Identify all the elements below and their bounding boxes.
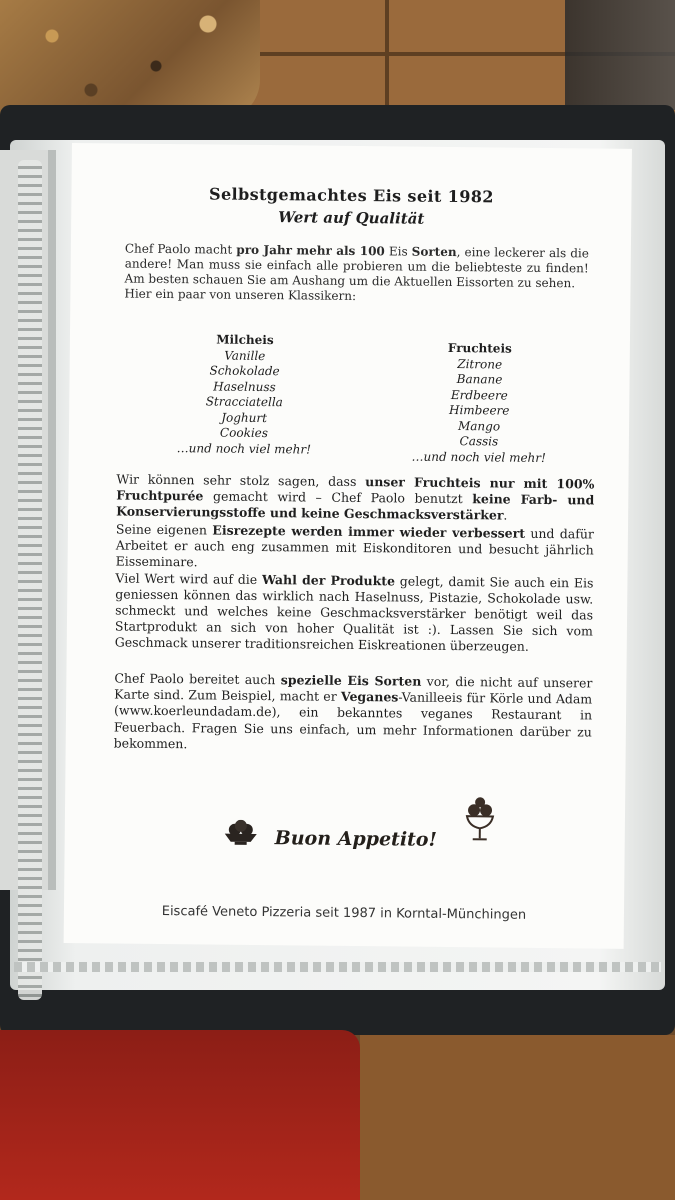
para-text: gemacht wird – Chef Paolo benutzt xyxy=(203,488,473,507)
flavor-item: Mango xyxy=(457,418,501,433)
fruchteis-paragraph xyxy=(116,471,594,525)
flavor-item: Vanille xyxy=(224,348,266,363)
intro-text: , eine leckerer als die andere! Man muss sie einfach alle probieren um die beliebteste zu finden! Am besten schauen Sie am Aushang um die Aktuellen Eissorten zu sehen. xyxy=(124,245,589,291)
fruchteis-heading: Fruchteis xyxy=(447,340,512,356)
table-surface xyxy=(360,1035,675,1200)
para-bold: spezielle Eis Sorten xyxy=(280,672,422,689)
intro-bold: pro Jahr mehr als 100 xyxy=(236,242,385,259)
granite-countertop xyxy=(0,0,260,120)
para-text: gelegt, damit Sie auch ein Eis geniessen können das wirklich nach Haselnuss, Pistazie, Schokolade usw. schmeckt und welches keine Geschmacksverstärker benötigt weil das Startprodukt an sich von hoher Qualität ist :). Lassen Sie sich vom Geschmack unserer traditionsreichen Eiskreationen überzeugen. xyxy=(114,573,594,655)
spezielle-paragraph xyxy=(114,670,593,756)
intro-text: Chef Paolo macht xyxy=(124,241,237,257)
binder-rings xyxy=(18,160,42,1000)
flavor-item: Zitrone xyxy=(457,356,503,372)
buon-appetito: Buon Appetito! xyxy=(274,827,438,851)
intro-paragraph xyxy=(124,242,589,307)
rezepte-paragraph xyxy=(115,521,594,656)
para-text: Chef Paolo bereitet auch xyxy=(114,670,281,688)
para-bold: Eisrezepte werden immer wieder verbessert xyxy=(212,522,526,541)
para-text: Seine eigenen xyxy=(115,521,213,538)
para-text: vor, die nicht auf unserer Karte sind. Zum Beispiel, macht er xyxy=(114,673,593,705)
chair-back xyxy=(565,0,675,110)
flavor-more: …und noch viel mehr! xyxy=(176,440,312,457)
flavor-item: Stracciatella xyxy=(205,394,283,410)
para-bold: Wahl der Produkte xyxy=(261,571,396,589)
milcheis-list xyxy=(169,332,320,458)
menu-card xyxy=(64,143,632,949)
flavor-item: Joghurt xyxy=(221,410,268,425)
milcheis-heading: Milcheis xyxy=(216,332,274,348)
menu-title: Selbstgemachtes Eis seit 1982 xyxy=(208,184,494,207)
para-bold: keine Farb- und Konservierungsstoffe und keine Geschmacksverstärker xyxy=(116,491,595,523)
menu-footer: Eiscafé Veneto Pizzeria seit 1987 in Korntal-Münchingen xyxy=(161,903,527,923)
para-text: -Vanilleeis für Körle und Adam (www.koerleundadam.de), ein bekanntes veganes Restaurant in Feuerbach. Fragen Sie uns einfach, um mehr Informationen darüber zu bekommen. xyxy=(113,689,593,752)
ice-cream-bowl-icon xyxy=(223,820,259,846)
fruchteis-list xyxy=(404,340,555,466)
flavor-item: Himbeere xyxy=(448,402,510,418)
para-text: Viel Wert wird auf die xyxy=(115,570,263,587)
para-text: und dafür Arbeitet er auch eng zusammen mit Eiskonditoren und besucht jährlich Eisseminare. xyxy=(115,525,595,570)
flavor-item: Schokolade xyxy=(209,363,280,379)
red-cushion xyxy=(0,1030,360,1200)
para-text: Wir können sehr stolz sagen, dass xyxy=(116,471,366,490)
para-bold: Veganes xyxy=(340,689,399,705)
flavor-more: …und noch viel mehr! xyxy=(411,449,546,465)
intro-bold: Sorten xyxy=(411,244,457,260)
intro-text: Eis xyxy=(384,244,412,259)
flavor-item: Cookies xyxy=(219,425,269,441)
sleeve-seam xyxy=(14,962,661,972)
intro-text: Hier ein paar von unseren Klassikern: xyxy=(124,286,357,303)
flavor-item: Haselnuss xyxy=(213,378,276,394)
flavor-item: Cassis xyxy=(459,434,499,449)
ice-cream-sundae-icon xyxy=(465,794,496,844)
para-bold: unser Fruchteis nur mit 100% Fruchtpurée xyxy=(116,474,595,504)
para-text: . xyxy=(503,507,508,523)
flavor-item: Banane xyxy=(456,372,503,387)
flavor-item: Erdbeere xyxy=(450,387,508,403)
menu-subtitle: Wert auf Qualität xyxy=(278,208,425,228)
